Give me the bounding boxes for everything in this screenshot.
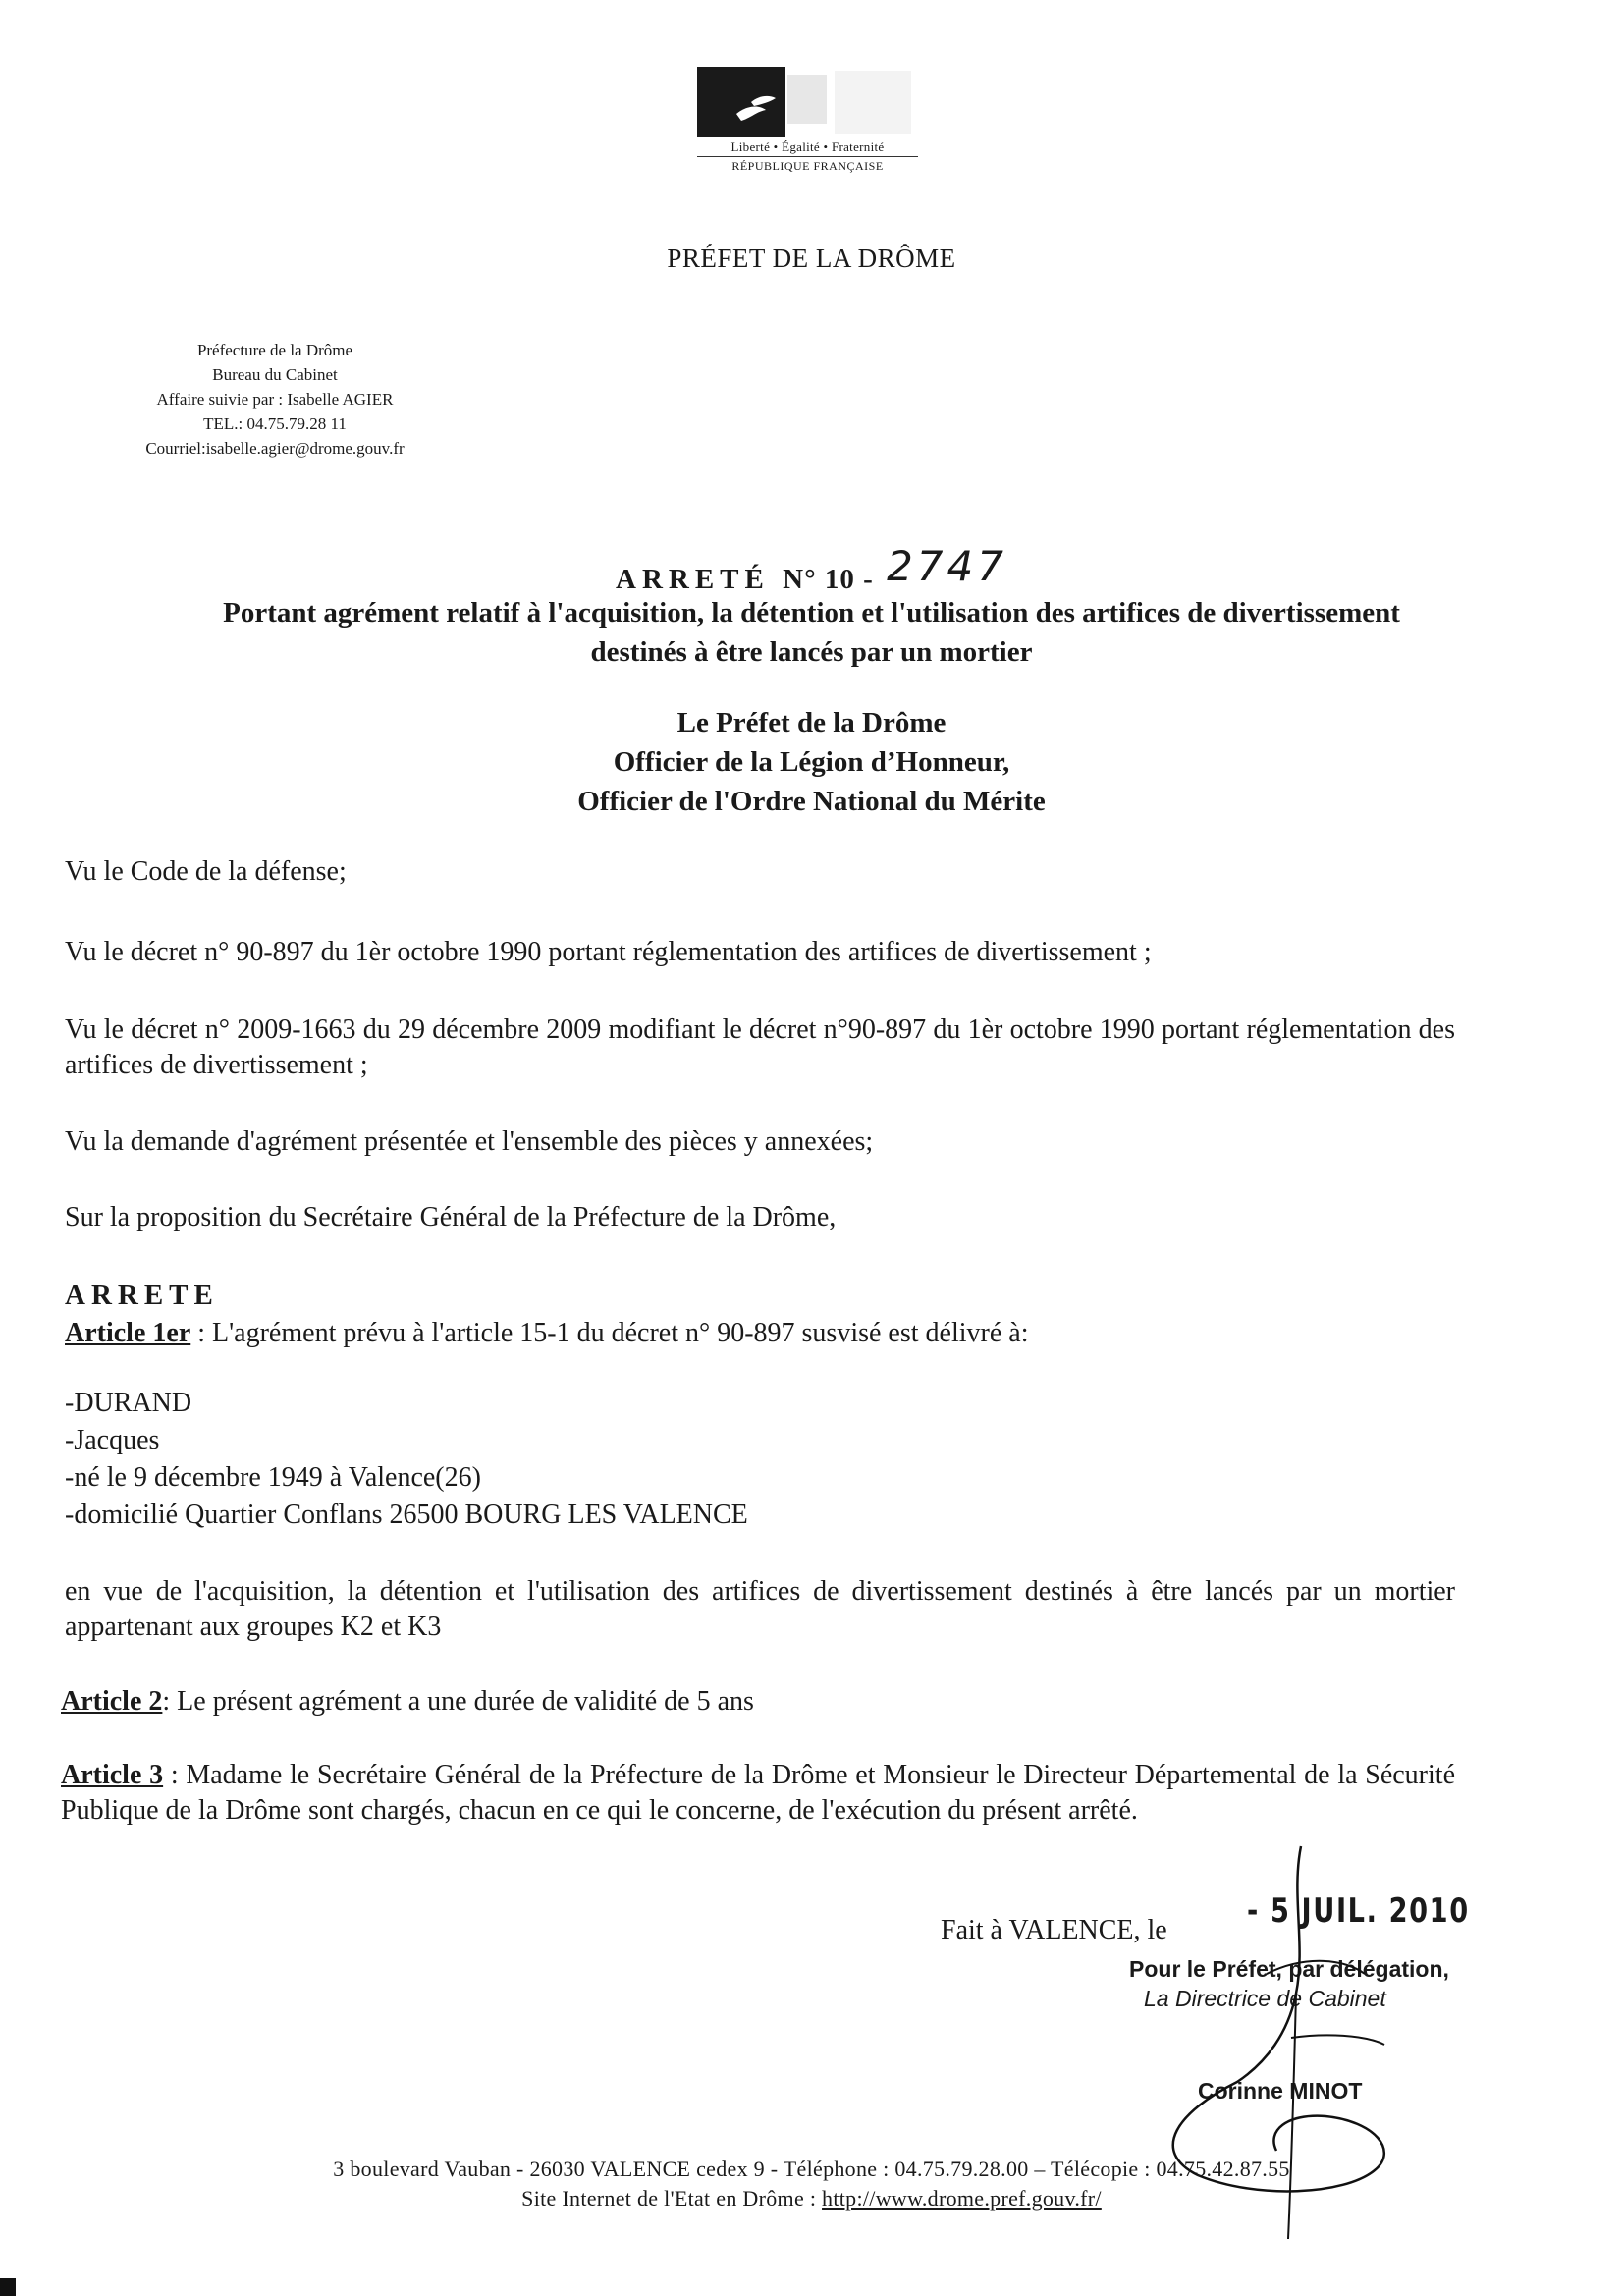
article-3-text: : Madame le Secrétaire Général de la Préfecture de la Drôme et Monsieur le Directeur Départemental de la Sécurité Publique de la Drôme sont chargés, chacun en ce qui le concerne, de l'exécution du présent arrêté. bbox=[61, 1760, 1455, 1826]
arrete-heading: ARRETE bbox=[65, 1280, 219, 1311]
footer-address: 3 boulevard Vauban - 26030 VALENCE cedex 9 - Téléphone : 04.75.79.28.00 – Télécopie : 04.75.42.87.55 bbox=[333, 2157, 1290, 2181]
prefet-honour-2: Officier de l'Ordre National du Mérite bbox=[577, 786, 1046, 817]
sender-email: Courriel:isabelle.agier@drome.gouv.fr bbox=[145, 439, 405, 458]
article-1-label: Article 1er bbox=[65, 1318, 191, 1348]
article-2-text: : Le présent agrément a une durée de validité de 5 ans bbox=[162, 1686, 754, 1717]
beneficiary-surname: -DURAND bbox=[65, 1388, 192, 1418]
footer-website-link[interactable]: http://www.drome.pref.gouv.fr/ bbox=[822, 2186, 1102, 2211]
article-3 bbox=[61, 1758, 1455, 1829]
arrete-word: ARRETÉ bbox=[616, 564, 770, 595]
sender-line: Affaire suivie par : Isabelle AGIER bbox=[156, 390, 394, 409]
handwritten-number: 2747 bbox=[887, 542, 1007, 590]
visa-proposition: Sur la proposition du Secrétaire Général de la Préfecture de la Drôme, bbox=[65, 1202, 837, 1232]
visa-demande: Vu la demande d'agrément présentée et l'ensemble des pièces y annexées; bbox=[65, 1126, 874, 1157]
visa-decret-1990: Vu le décret n° 90-897 du 1èr octobre 1990 portant réglementation des artifices de divertissement ; bbox=[65, 937, 1152, 967]
marianne-logo-icon bbox=[697, 67, 913, 137]
prefet-heading: PRÉFET DE LA DRÔME bbox=[667, 244, 956, 273]
agrement-purpose: en vue de l'acquisition, la détention et l'utilisation des artifices de divertissement destinés à être lancés par un mortier appartenant aux groupes K2 et K3 bbox=[65, 1576, 1455, 1642]
article-2 bbox=[61, 1686, 754, 1718]
beneficiary-address: -domicilié Quartier Conflans 26500 BOURG LES VALENCE bbox=[65, 1500, 748, 1530]
sender-line: Bureau du Cabinet bbox=[212, 365, 338, 384]
date-stamp: - 5 JUIL. 2010 bbox=[1247, 1891, 1470, 1931]
logo-republique: RÉPUBLIQUE FRANÇAISE bbox=[731, 159, 884, 173]
article-2-label: Article 2 bbox=[61, 1686, 163, 1717]
footer-website bbox=[0, 2186, 1623, 2212]
fait-a-valence: Fait à VALENCE, le bbox=[941, 1915, 1167, 1945]
beneficiary-firstname: -Jacques bbox=[65, 1425, 160, 1455]
beneficiary-block bbox=[65, 1385, 748, 1534]
prefet-titles bbox=[0, 703, 1623, 821]
visa-code-defense: Vu le Code de la défense; bbox=[65, 856, 347, 887]
arrete-subject: Portant agrément relatif à l'acquisition, la détention et l'utilisation des artifices de divertissement destinés à être lancés par un mortier bbox=[223, 597, 1400, 668]
article-1-text: : L'agrément prévu à l'article 15-1 du décret n° 90-897 susvisé est délivré à: bbox=[190, 1318, 1029, 1348]
prefet-honour-1: Officier de la Légion d’Honneur, bbox=[613, 746, 1010, 778]
stamp-delegation: Pour le Préfet, par délégation, bbox=[1129, 1956, 1449, 1982]
article-3-label: Article 3 bbox=[61, 1760, 164, 1790]
arrete-title bbox=[0, 542, 1623, 598]
logo-motto: Liberté • Égalité • Fraternité bbox=[697, 139, 918, 157]
article-1 bbox=[65, 1318, 1028, 1349]
republique-logo bbox=[697, 67, 918, 180]
sender-block bbox=[79, 338, 471, 461]
sender-line: TEL.: 04.75.79.28 11 bbox=[203, 414, 347, 433]
visa-decret-2009: Vu le décret n° 2009-1663 du 29 décembre 2009 modifiant le décret n°90-897 du 1èr octobre 1990 portant réglementation des artifices de divertissement ; bbox=[65, 1014, 1455, 1080]
arrete-number-prefix: N° 10 - bbox=[783, 564, 874, 595]
scan-corner-mark bbox=[0, 2278, 16, 2296]
stamp-cabinet: La Directrice de Cabinet bbox=[1144, 1986, 1386, 2011]
stamp-signatory-name: Corinne MINOT bbox=[1198, 2078, 1363, 2104]
sender-line: Préfecture de la Drôme bbox=[196, 341, 353, 359]
footer-website-label: Site Internet de l'Etat en Drôme : bbox=[521, 2186, 823, 2211]
beneficiary-birth: -né le 9 décembre 1949 à Valence(26) bbox=[65, 1462, 481, 1493]
prefet-name: Le Préfet de la Drôme bbox=[676, 707, 947, 738]
